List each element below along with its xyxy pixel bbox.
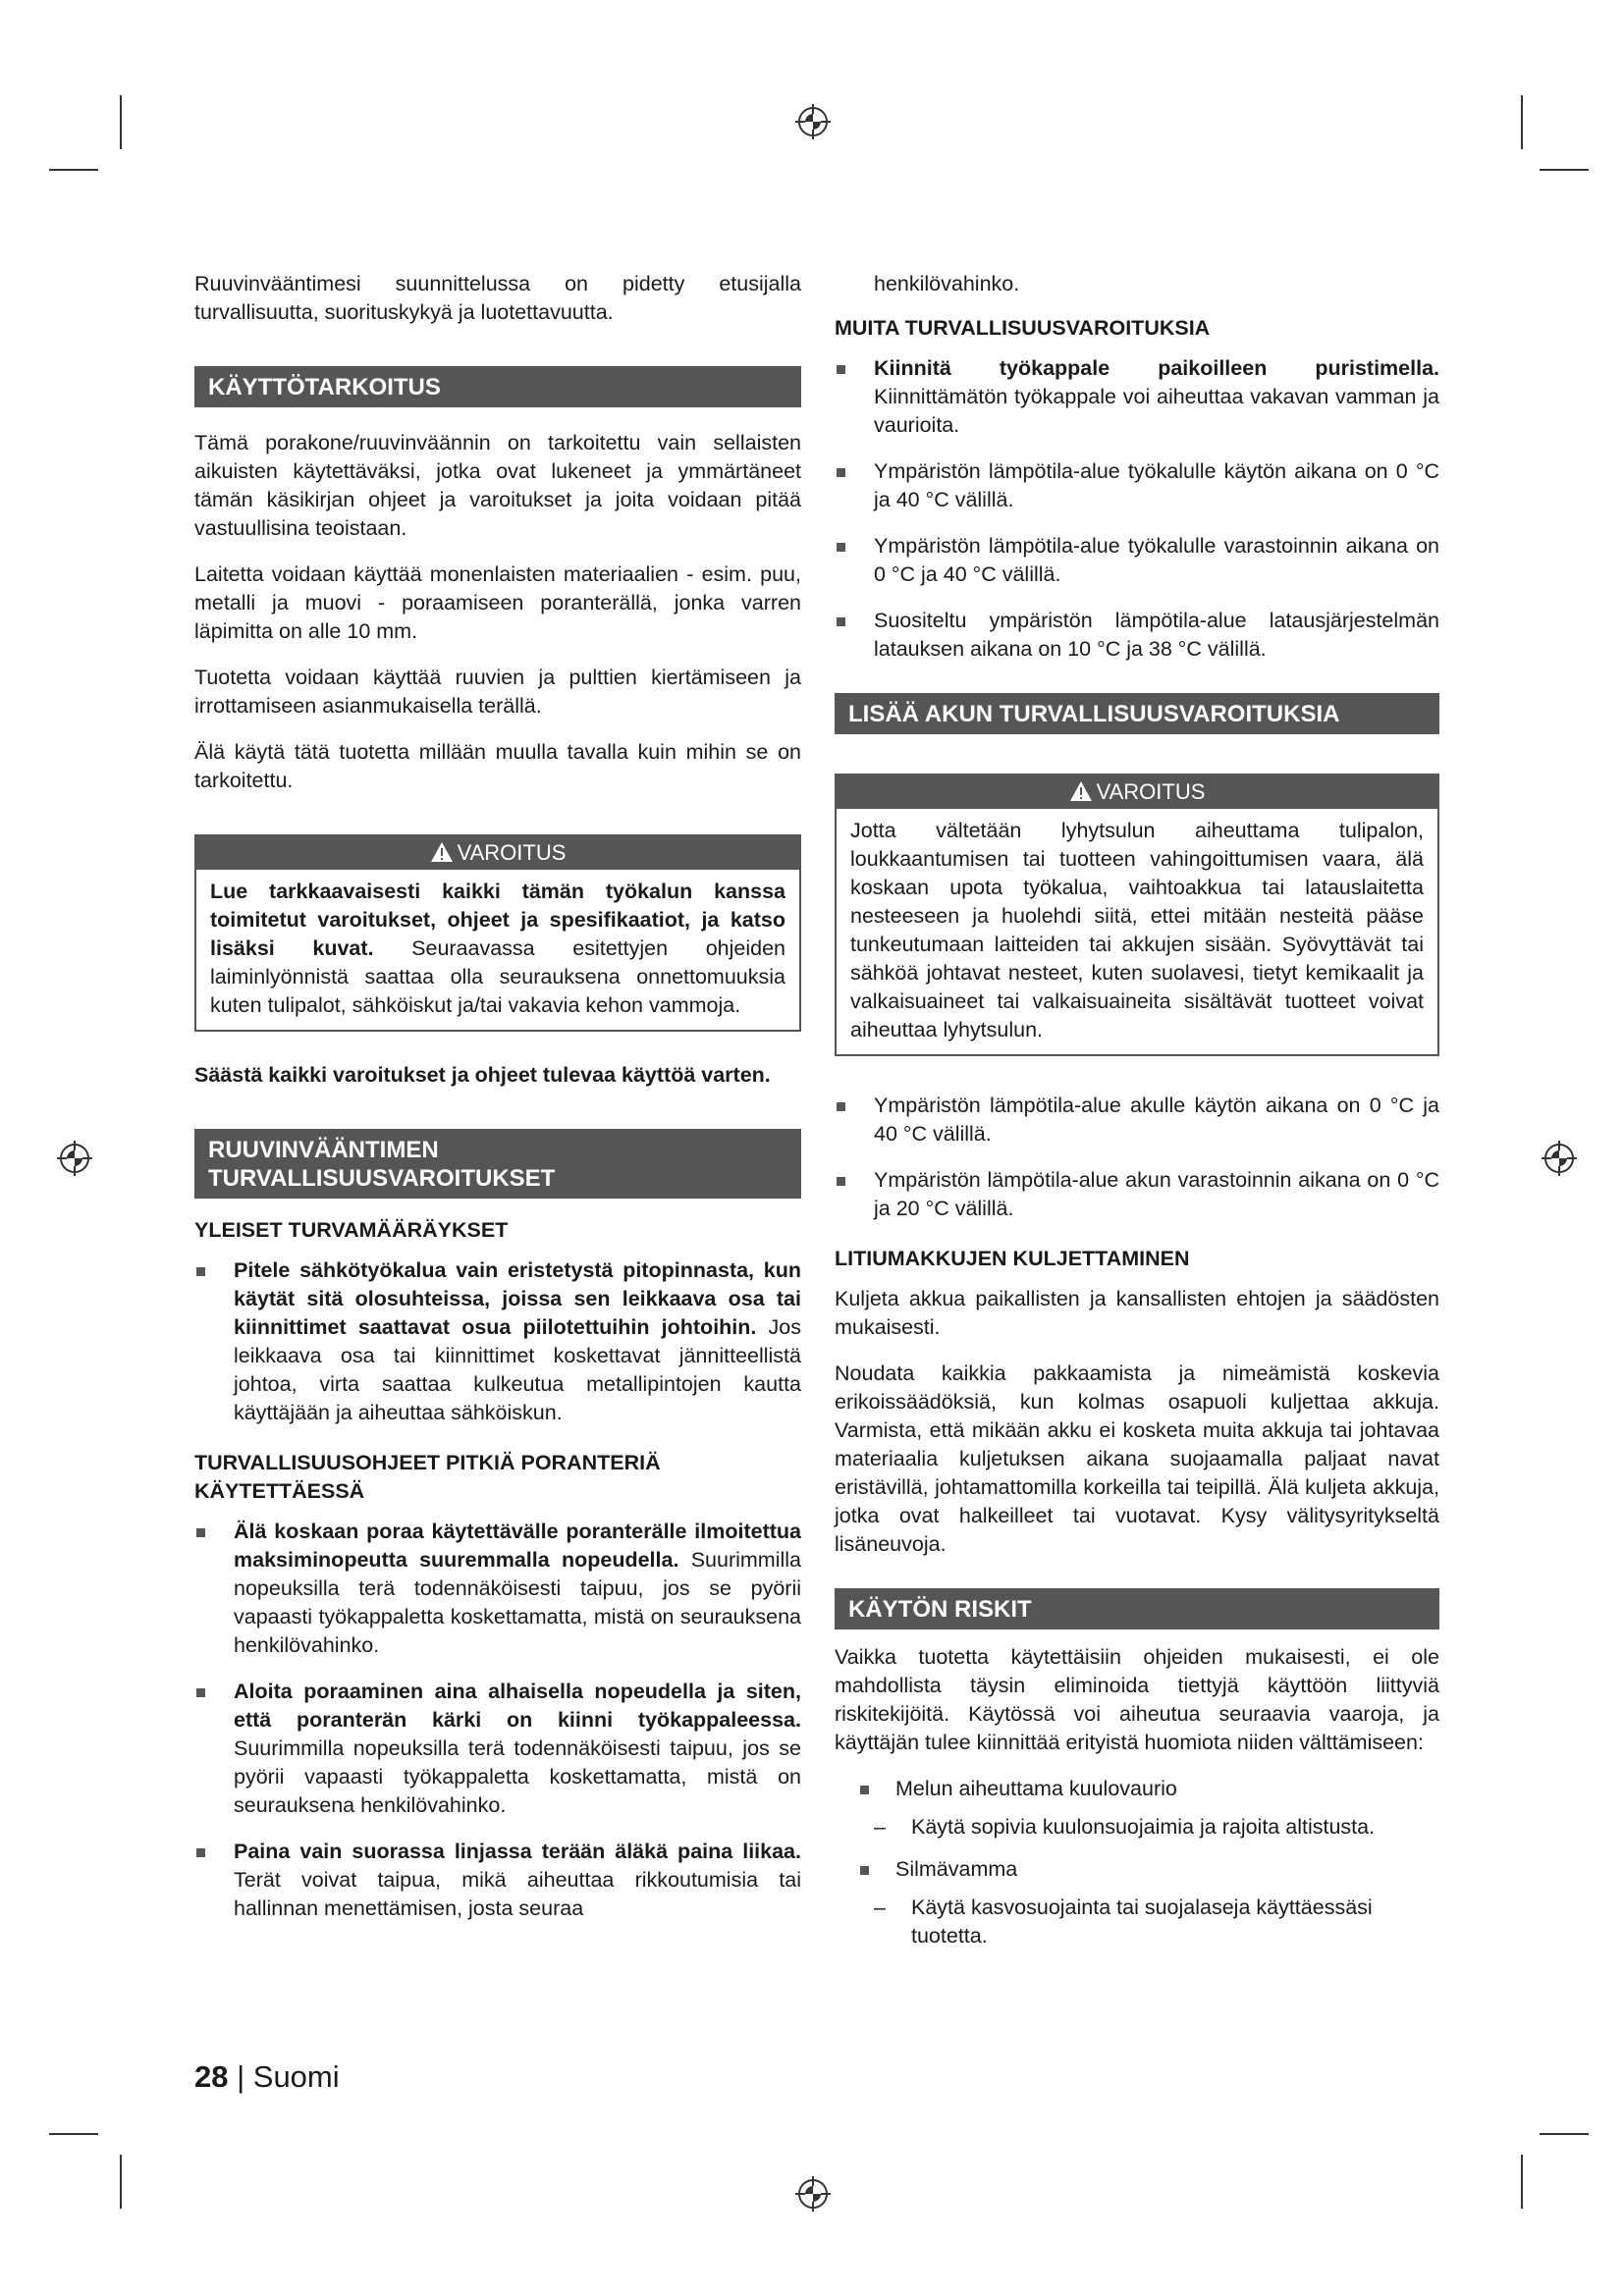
footer-language: Suomi bbox=[252, 2059, 340, 2094]
bullet-list bbox=[194, 1256, 801, 1427]
dash-list bbox=[835, 1813, 1439, 1842]
crop-mark bbox=[1540, 2133, 1589, 2135]
paragraph: Älä käytä tätä tuotetta millään muulla tavalla kuin mihin se on tarkoitettu. bbox=[194, 740, 801, 792]
crop-mark bbox=[1521, 95, 1523, 149]
warning-header bbox=[196, 836, 799, 870]
registration-mark-icon bbox=[793, 102, 833, 141]
text: Jos leikkaava osa tai kiinnittimet koskettavat jännitteellistä johtoa, virta saattaa kulkeutua metallipintojen kautta käyttäjään ja aiheuttaa sähköiskun. bbox=[234, 1315, 802, 1424]
right-column bbox=[835, 270, 1439, 1964]
bullet-list bbox=[835, 1855, 1439, 1884]
section-title-line: TURVALLISUUSVAROITUKSET bbox=[208, 1165, 556, 1192]
crop-mark bbox=[49, 169, 98, 171]
continued-text: henkilövahinko. bbox=[874, 272, 1020, 295]
bold-text: Aloita poraaminen aina alhaisella nopeudella ja siten, että poranterän kärki on kiinni työkappaleessa. bbox=[234, 1680, 801, 1732]
registration-mark-icon bbox=[1540, 1139, 1579, 1178]
list-item: Ympäristön lämpötila-alue työkalulle varastoinnin aikana on 0 °C ja 40 °C välillä. bbox=[835, 532, 1439, 589]
paragraph: Noudata kaikkia pakkaamista ja nimeämistä koskevia erikoissäädöksiä, kun kolmas osapuoli kuljettaa akkuja. Varmista, että mikään akku ei kosketa muita akkuja tai johtavaa materiaalia kuljetuksen aikana suojaamalla paljaat navat eristävillä, johtamattomilla korkeilla tai teipillä. Älä kuljeta akkuja, jotka ovat halkeilleet tai vuotavat. Kysy välitysyritykseltä lisäneuvoja. bbox=[835, 1362, 1439, 1556]
text: Terät voivat taipua, mikä aiheuttaa rikkoutumisia tai hallinnan menettämisen, josta seuraa bbox=[234, 1868, 801, 1920]
text: Suurimmilla nopeuksilla terä todennäköisesti taipuu, jos se pyörii vapaasti työkappaletta koskettamatta, mistä on seurauksena henkilövahinko. bbox=[234, 1548, 801, 1657]
section-title-lisaa: LISÄÄ AKUN TURVALLISUUSVAROITUKSIA bbox=[835, 693, 1439, 734]
page-number: 28 bbox=[194, 2059, 229, 2094]
list-item bbox=[194, 1518, 801, 1660]
dash-item: – Käytä kasvosuojainta tai suojalaseja käyttäessäsi tuotetta. bbox=[835, 1894, 1439, 1950]
list-item bbox=[835, 354, 1439, 440]
paragraph: Vaikka tuotetta käytettäisiin ohjeiden mukaisesti, ei ole mahdollista täysin eliminoida tiettyjä käyttöön liittyviä riskitekijöitä. Käytössä voi aiheutua seuraavia vaaroja, ja käyttäjän tulee kiinnittää erityistä huomiota niiden välttämiseen: bbox=[835, 1645, 1439, 1754]
bullet-list bbox=[835, 1092, 1439, 1223]
footer-separator: | bbox=[228, 2059, 253, 2094]
crop-mark bbox=[1540, 169, 1589, 171]
bullet-list bbox=[835, 354, 1439, 664]
warning-text: Seuraavassa esitettyjen ohjeiden laiminlyönnistä saattaa olla seurauksena onnettomuuksia kuten tulipalot, sähköiskut ja/tai vakavia kehon vammoja. bbox=[210, 936, 785, 1017]
list-item bbox=[194, 1256, 801, 1427]
bold-text: Pitele sähkötyökalua vain eristetystä pitopinnasta, kun käytät sitä olosuhteissa, joissa sen leikkaava osa tai kiinnittimet saattavat osua piilotettuihin johtoihin. bbox=[234, 1258, 801, 1339]
paragraph: Kuljeta akkua paikallisten ja kansallisten ehtojen ja säädösten mukaisesti. bbox=[835, 1287, 1439, 1339]
list-item: Melun aiheuttama kuulovaurio bbox=[835, 1775, 1439, 1803]
subheading-yleiset: YLEISET TURVAMÄÄRÄYKSET bbox=[194, 1218, 509, 1242]
list-item: Ympäristön lämpötila-alue akulle käytön aikana on 0 °C ja 40 °C välillä. bbox=[835, 1092, 1439, 1148]
text: Suurimmilla nopeuksilla terä todennäköisesti taipuu, jos se pyörii vapaasti työkappaletta koskettamatta, mistä on seurauksena henkilövahinko. bbox=[234, 1736, 801, 1817]
bold-text: Älä koskaan poraa käytettävälle poranterälle ilmoitettua maksiminopeutta suuremmalla nopeudella. bbox=[234, 1520, 801, 1572]
dash-item: – Käytä sopivia kuulonsuojaimia ja rajoita altistusta. bbox=[835, 1813, 1439, 1842]
warning-triangle-icon bbox=[1069, 780, 1093, 802]
intro-paragraph: Ruuvinvääntimesi suunnittelussa on pidetty etusijalla turvallisuutta, suorituskykyä ja luotettavuutta. bbox=[194, 272, 801, 324]
warning-title: VAROITUS bbox=[1096, 779, 1206, 804]
list-item bbox=[194, 1678, 801, 1820]
warning-bold-text: Lue tarkkaavaisesti kaikki tämän työkalun kanssa toimitetut varoitukset, ohjeet ja spesifikaatiot, ja katso lisäksi kuvat. bbox=[210, 880, 785, 960]
registration-mark-icon bbox=[793, 2174, 833, 2214]
text: Kiinnittämätön työkappale voi aiheuttaa vakavan vamman ja vaurioita. bbox=[874, 385, 1439, 437]
subheading-pitkia: TURVALLISUUSOHJEET PITKIÄ PORANTERIÄ KÄYTETTÄESSÄ bbox=[194, 1451, 661, 1503]
section-title-ruuvinvaantimen bbox=[194, 1129, 801, 1199]
warning-body bbox=[196, 870, 799, 1030]
paragraph: Tuotetta voidaan käyttää ruuvien ja pulttien kiertämiseen ja irrottamiseen asianmukaisella terällä. bbox=[194, 666, 801, 718]
warning-box bbox=[194, 834, 801, 1032]
warning-triangle-icon bbox=[430, 841, 454, 863]
subheading-muita: MUITA TURVALLISUUSVAROITUKSIA bbox=[835, 316, 1211, 340]
crop-mark bbox=[120, 95, 122, 149]
warning-title: VAROITUS bbox=[457, 840, 567, 865]
list-item: Ympäristön lämpötila-alue akun varastoinnin aikana on 0 °C ja 20 °C välillä. bbox=[835, 1166, 1439, 1223]
paragraph: Laitetta voidaan käyttää monenlaisten materiaalien - esim. puu, metalli ja muovi - poraamiseen poranterällä, jonka varren läpimitta on alle 10 mm. bbox=[194, 562, 801, 643]
section-title-kayttotarkoitus: KÄYTTÖTARKOITUS bbox=[194, 366, 801, 407]
bullet-list bbox=[194, 1518, 801, 1923]
bold-text: Paina vain suorassa linjassa terään äläkä paina liikaa. bbox=[234, 1840, 801, 1863]
paragraph: Tämä porakone/ruuvinväännin on tarkoitettu vain sellaisten aikuisten käytettäväksi, jotka ovat lukeneet ja ymmärtäneet tämän käsikirjan ohjeet ja varoitukset ja joita voidaan pitää vastuullisina teoistaan. bbox=[194, 431, 801, 540]
registration-mark-icon bbox=[55, 1139, 94, 1178]
crop-mark bbox=[49, 2133, 98, 2135]
section-title-line: RUUVINVÄÄNTIMEN bbox=[208, 1137, 439, 1163]
list-item bbox=[194, 1838, 801, 1923]
subheading-litium: LITIUMAKKUJEN KULJETTAMINEN bbox=[835, 1247, 1190, 1270]
list-item: Suositeltu ympäristön lämpötila-alue latausjärjestelmän latauksen aikana on 10 °C ja 38 °C välillä. bbox=[835, 607, 1439, 664]
warning-body: Jotta vältetään lyhytsulun aiheuttama tulipalon, loukkaantumisen tai tuotteen vahingoittumisen vaara, älä koskaan upota työkalua, vaihtoakkua tai latauslaitetta nesteeseen ja huolehdi siitä, ettei mitään nesteitä pääse tunkeutumaan laitteiden tai akkujen sisään. Syövyttävät tai sähköä johtavat nesteet, kuten suolavesi, tietyt kemikaalit ja valkaisuaineet tai valkaisuaineita sisältävät tuotteet voivat aiheuttaa lyhytsulun. bbox=[850, 819, 1424, 1041]
warning-box bbox=[835, 774, 1439, 1056]
section-title-riskit: KÄYTÖN RISKIT bbox=[835, 1588, 1439, 1629]
warning-header bbox=[837, 775, 1437, 809]
dash-list bbox=[835, 1894, 1439, 1950]
bullet-list bbox=[835, 1775, 1439, 1803]
left-column bbox=[194, 270, 801, 1941]
page-footer bbox=[194, 2059, 340, 2095]
save-instructions: Säästä kaikki varoitukset ja ohjeet tulevaa käyttöä varten. bbox=[194, 1063, 771, 1087]
crop-mark bbox=[120, 2155, 122, 2209]
crop-mark bbox=[1521, 2155, 1523, 2209]
bold-text: Kiinnitä työkappale paikoilleen puristimella. bbox=[874, 356, 1439, 380]
list-item: Silmävamma bbox=[835, 1855, 1439, 1884]
list-item: Ympäristön lämpötila-alue työkalulle käytön aikana on 0 °C ja 40 °C välillä. bbox=[835, 457, 1439, 514]
